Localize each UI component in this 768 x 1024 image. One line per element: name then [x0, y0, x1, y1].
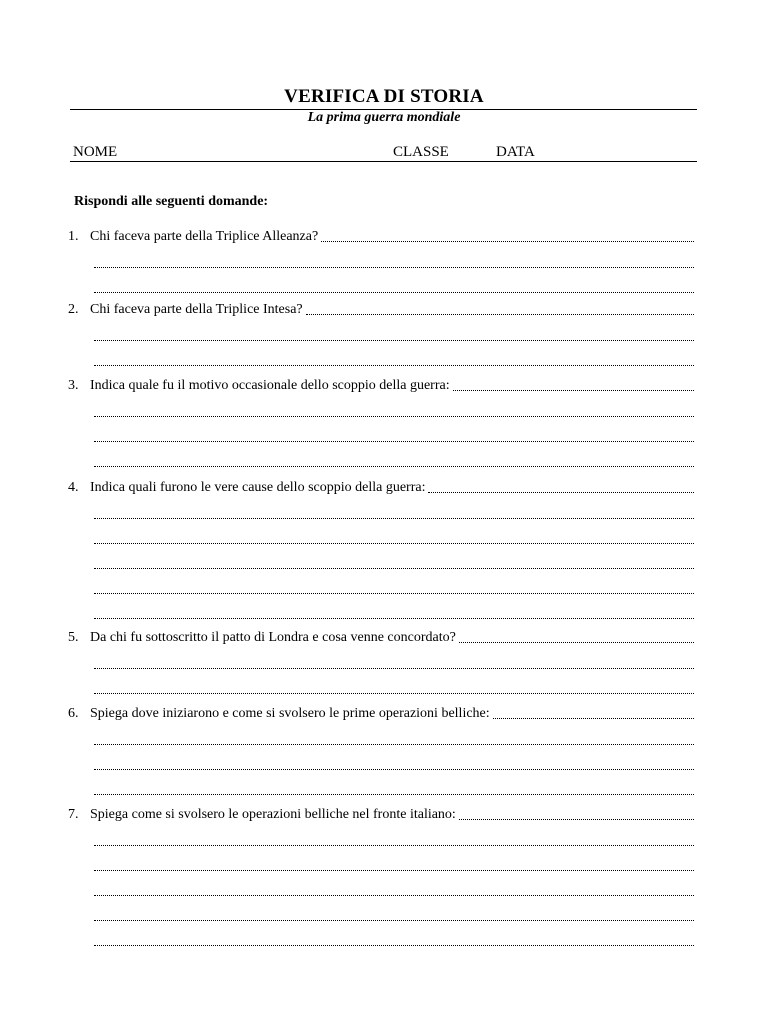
answer-line-inline[interactable]: [306, 313, 694, 315]
answer-line[interactable]: [94, 618, 694, 619]
answer-line[interactable]: [94, 895, 694, 896]
question-text: Spiega come si svolsero le operazioni belliche nel fronte italiano:: [90, 807, 456, 822]
answer-line[interactable]: [94, 441, 694, 442]
question-6: [68, 705, 694, 723]
answer-line[interactable]: [94, 543, 694, 544]
question-text: Indica quale fu il motivo occasionale dello scoppio della guerra:: [90, 378, 450, 393]
date-label: DATA: [496, 144, 535, 160]
question-5: [68, 629, 694, 647]
answer-line[interactable]: [94, 693, 694, 694]
answer-line[interactable]: [94, 416, 694, 417]
answer-line[interactable]: [94, 845, 694, 846]
answer-line[interactable]: [94, 769, 694, 770]
question-number: 2.: [68, 302, 79, 317]
question-1: [68, 228, 694, 246]
class-label: CLASSE: [393, 144, 449, 160]
question-text: Spiega dove iniziarono e come si svolsero le prime operazioni belliche:: [90, 706, 490, 721]
answer-line[interactable]: [94, 568, 694, 569]
question-number: 6.: [68, 706, 79, 721]
header-bottom-rule: [70, 161, 697, 162]
name-label: NOME: [73, 144, 118, 160]
question-3: [68, 377, 694, 395]
answer-line[interactable]: [94, 794, 694, 795]
question-2: [68, 301, 694, 319]
answer-line[interactable]: [94, 744, 694, 745]
question-number: 4.: [68, 480, 79, 495]
answer-line[interactable]: [94, 340, 694, 341]
answer-line[interactable]: [94, 518, 694, 519]
question-number: 7.: [68, 807, 79, 822]
answer-line[interactable]: [94, 267, 694, 268]
question-text: Da chi fu sottoscritto il patto di Londra e cosa venne concordato?: [90, 630, 456, 645]
question-text: Chi faceva parte della Triplice Alleanza?: [90, 229, 319, 244]
answer-line[interactable]: [94, 466, 694, 467]
answer-line[interactable]: [94, 593, 694, 594]
question-text: Indica quali furono le vere cause dello scoppio della guerra:: [90, 480, 426, 495]
instructions: Rispondi alle seguenti domande:: [74, 194, 269, 209]
question-4: [68, 479, 694, 497]
question-number: 5.: [68, 630, 79, 645]
answer-line[interactable]: [94, 945, 694, 946]
answer-line-inline[interactable]: [493, 717, 694, 719]
answer-line-inline[interactable]: [459, 641, 694, 643]
answer-line[interactable]: [94, 870, 694, 871]
question-number: 1.: [68, 229, 79, 244]
question-7: [68, 806, 694, 824]
page-title: VERIFICA DI STORIA: [284, 86, 484, 107]
answer-line-inline[interactable]: [459, 818, 694, 820]
answer-line-inline[interactable]: [453, 389, 694, 391]
answer-line[interactable]: [94, 668, 694, 669]
question-number: 3.: [68, 378, 79, 393]
answer-line[interactable]: [94, 920, 694, 921]
page-subtitle: La prima guerra mondiale: [307, 110, 461, 125]
question-text: Chi faceva parte della Triplice Intesa?: [90, 302, 303, 317]
answer-line[interactable]: [94, 365, 694, 366]
answer-line-inline[interactable]: [321, 240, 694, 242]
answer-line-inline[interactable]: [428, 491, 694, 493]
answer-line[interactable]: [94, 292, 694, 293]
